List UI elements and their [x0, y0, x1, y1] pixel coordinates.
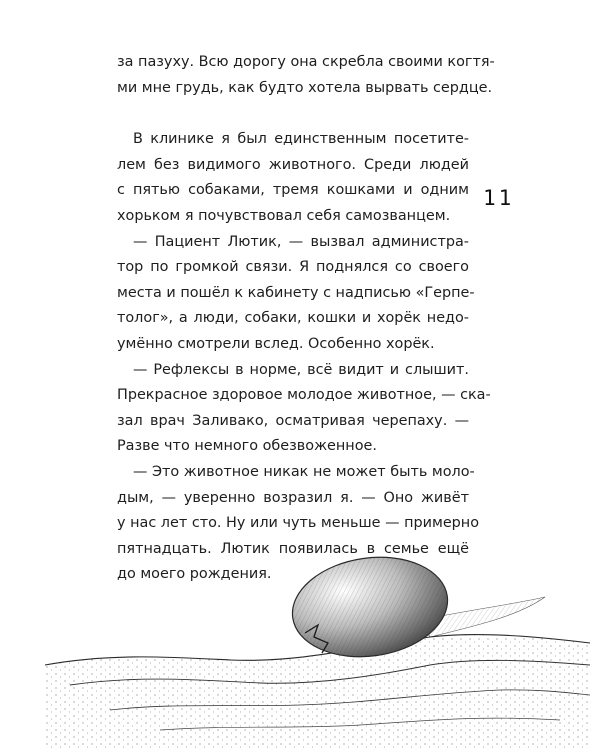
text-line: тор по громкой связи. Я поднялся со своего	[117, 259, 469, 276]
text-line: с пятью собаками, тремя кошками и одним	[117, 182, 469, 199]
text-line: — Пациент Лютик, — вызвал администра-	[133, 233, 469, 250]
ground-layer	[45, 635, 590, 750]
text-line: дым, — уверенно возразил я. — Оно живёт	[117, 489, 469, 506]
text-line: ми мне грудь, как будто хотела вырвать сердце.	[117, 79, 493, 96]
paragraph	[117, 358, 491, 460]
text-line: места и пошёл к кабинету с надписью «Герпе-	[117, 284, 475, 301]
page-text	[117, 50, 495, 588]
text-line: В клинике я был единственным посетите-	[133, 131, 469, 148]
paragraph	[117, 230, 475, 358]
paragraph	[117, 50, 495, 101]
text-line: Разве что немного обезвоженное.	[117, 438, 377, 455]
text-line: за пазуху. Всю дорогу она скребла своими когтя-	[117, 54, 495, 70]
text-line: зал врач Заливако, осматривая черепаху. —	[117, 412, 469, 429]
text-line: лем без видимого животного. Среди людей	[117, 156, 469, 173]
text-line: пятнадцать. Лютик появилась в семье ещё	[117, 540, 469, 557]
text-line: до моего рождения.	[117, 566, 272, 583]
page-number: 11	[483, 186, 515, 210]
text-line: умённо смотрели вслед. Особенно хорёк.	[117, 335, 435, 352]
paragraph	[117, 127, 469, 229]
text-line: — Рефлексы в норме, всё видит и слышит.	[133, 361, 469, 378]
egg-illustration	[0, 525, 600, 750]
text-line: хорьком я почувствовал себя самозванцем.	[117, 207, 451, 224]
text-line: толог», а люди, собаки, кошки и хорёк недо-	[117, 310, 469, 327]
text-line: Прекрасное здоровое молодое животное, — ска-	[117, 387, 491, 404]
text-line: у нас лет сто. Ну или чуть меньше — примерно	[117, 515, 480, 532]
text-line: — Это животное никак не может быть моло-	[133, 463, 475, 480]
section-break	[117, 101, 469, 127]
